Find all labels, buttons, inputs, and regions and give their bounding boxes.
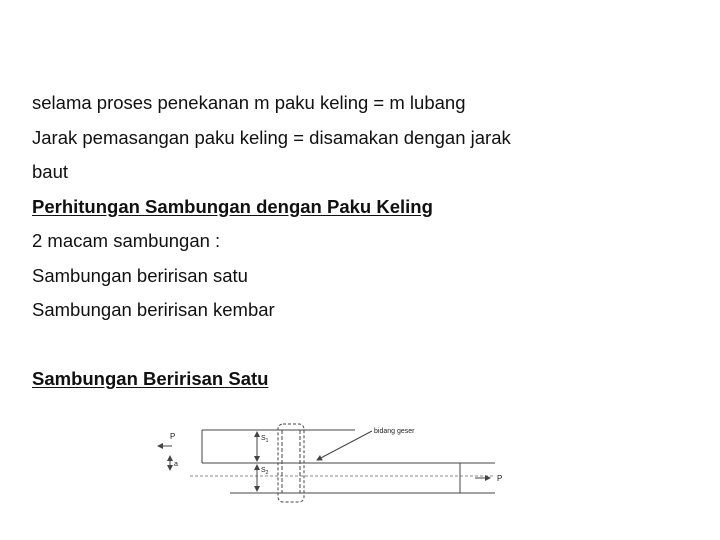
text-line-3: baut <box>32 161 69 182</box>
label-s2-subscript: 2 <box>265 470 269 476</box>
heading-perhitungan: Perhitungan Sambungan dengan Paku Keling <box>32 195 433 217</box>
text-line-1: selama proses penekanan m paku keling = m lubang <box>32 92 466 113</box>
rivet-joint-svg <box>150 420 520 510</box>
text-line-5: Sambungan beririsan satu <box>32 264 248 286</box>
label-s2-letter: S <box>261 467 266 474</box>
text-line-2: Jarak pemasangan paku keling = disamakan dengan jarak <box>32 126 511 148</box>
label-s1-letter: S <box>261 435 266 442</box>
label-a: a <box>174 461 178 468</box>
slide-content <box>32 86 672 397</box>
label-p-left: P <box>170 432 176 441</box>
rivet-joint-diagram <box>150 420 520 510</box>
bidang-geser-leader <box>317 431 372 460</box>
left-dimension <box>158 446 172 470</box>
lower-plate <box>230 463 495 493</box>
heading-beririsan-satu: Sambungan Beririsan Satu <box>32 368 269 389</box>
label-bidang-geser: bidang geser <box>374 428 415 435</box>
text-line-4: 2 macam sambungan : <box>32 230 221 251</box>
blank-line <box>32 328 672 363</box>
label-p-right: P <box>497 474 503 483</box>
label-s1 <box>261 435 269 444</box>
text-line-6: Sambungan beririsan kembar <box>32 299 275 320</box>
label-s1-subscript: 1 <box>265 438 269 444</box>
label-s2 <box>261 467 269 476</box>
